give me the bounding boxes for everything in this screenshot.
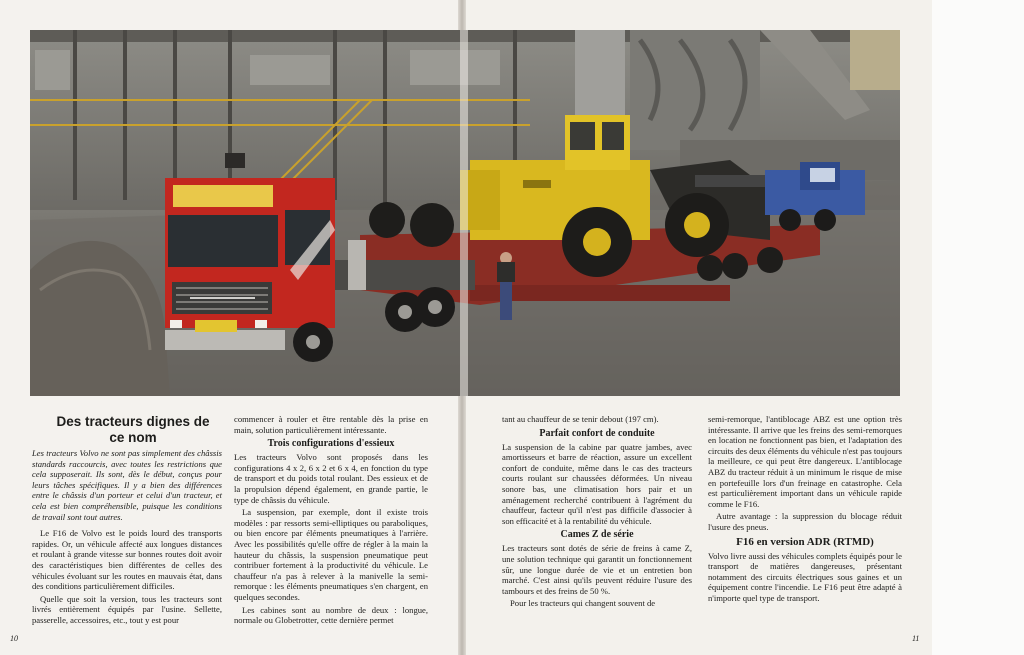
page-number-right: 11 — [912, 634, 920, 643]
page-number-left: 10 — [10, 634, 18, 643]
paragraph: Le F16 de Volvo est le poids lourd des transports rapides. Or, un véhicule affecté aux longues distances et roulant à grande vitesse sur bonnes routes doit avoir des caractéristiques bien différentes de celles des véhicules évoluant sur les routes en mauvais état, dans des conditions particulièrement difficiles. — [32, 528, 222, 592]
paragraph: Quelle que soit la version, tous les tracteurs sont livrés entièrement équipés par l'usine. Sellette, passerelle, accessoires, etc., tout y est pour — [32, 593, 222, 625]
section-heading: Parfait confort de conduite — [539, 427, 655, 439]
paragraph: Volvo livre aussi des véhicules complets équipés pour le transport de matières dangereuses, présentant notamment des circuits électriques sous gaines et un équipement contre l'incendie. Le F16 peut être adapté à n'importe quel type de transport. — [708, 550, 902, 603]
paragraph: Les cabines sont au nombre de deux : longue, normale ou Globetrotter, cette dernière permet — [234, 604, 428, 626]
text-column-2 — [234, 414, 428, 628]
paragraph: tant au chauffeur de se tenir debout (197 cm). — [502, 414, 659, 424]
intro-paragraph: Les tracteurs Volvo ne sont pas simplement des châssis standards raccourcis, avec toutes les restrictions que cela supposerait. Ils sont, dès le début, conçus pour leurs tâches spécifiques. Il y a bien des différences entre le châssis d'un porteur et celui d'un tracteur, et cela est bien compréhensible, puisque les conditions de travail sont tout autres. — [32, 448, 222, 522]
text-column-4 — [708, 414, 902, 606]
paragraph: commencer à rouler et être rentable dès la prise en main, solution particulièrement intéressante. — [234, 414, 428, 435]
section-heading: F16 en version ADR (RTMD) — [736, 535, 874, 548]
article-heading: Des tracteurs dignes de ce nom — [56, 414, 210, 445]
text-column-1 — [32, 448, 222, 628]
paragraph: La suspension, par exemple, dont il existe trois modèles : par ressorts semi-elliptiques ou paraboliques, ou bien encore par éléments pneumatiques à l'arrière. Avec les possibilités qu'elle offre de régler à la main la hauteur du châssis, la suspension pneumatique peut contribuer fortement à la productivité du véhicule. Le chauffeur n'a pas à relever à la manivelle la semi-remorque : les éléments pneumatiques s'en chargent, en quelques secondes. — [234, 507, 428, 602]
paragraph: Autre avantage : la suppression du blocage réduit l'usure des pneus. — [708, 511, 902, 532]
paragraph: semi-remorque, l'antiblocage ABZ est une option très intéressante. Il arrive que les freins des semi-remorques en location ne fonctionnent pas bien, et l'adaptation des circuits des deux éléments du véhicule n'est pas toujours la meilleure, ce qui peut être dangereux. L'antiblocage ABZ du tracteur réduit à un minimum le risque de mise en portefeuille lors d'un freinage en catastrophe. Cela est particulièrement important dans un véhicule rapide comme le F16. — [708, 414, 902, 509]
text-column-3 — [502, 414, 692, 611]
paragraph: Pour les tracteurs qui changent souvent de — [510, 598, 656, 609]
paragraph: Les tracteurs sont dotés de série de freins à came Z, une solution technique qui garantit un fonctionnement sûr, une longue durée de vie et un entretien bon marché. C'est ainsi qu'ils peuvent réduire l'usure des tambours et des freins de 50 %. — [502, 543, 692, 596]
paragraph: La suspension de la cabine par quatre jambes, avec amortisseurs et barre de réaction, assure un excellent confort de conduite, même dans le cas des tracteurs courts roulant sur chaussées déformées. Un niveau sonore bas, une climatisation hors pair et un aménagement recherché contribuent à l'agrément du chauffeur, facteur qu'il n'est pas difficile d'associer à son efficacité et à la rentabilité du véhicule. — [502, 441, 692, 526]
outer-margin — [932, 0, 1024, 655]
paragraph: Les tracteurs Volvo sont proposés dans les configurations 4 x 2, 6 x 2 et 6 x 4, en fonction du type de transport et du poids total roulant. Des essieux et de la propulsion dépend également, en grande partie, le type de châssis du véhicule. — [234, 452, 428, 505]
truck-photo — [30, 30, 900, 396]
section-heading: Trois configurations d'essieux — [267, 438, 395, 450]
section-heading: Cames Z de série — [560, 529, 634, 541]
photo-gutter-fold — [460, 30, 468, 396]
